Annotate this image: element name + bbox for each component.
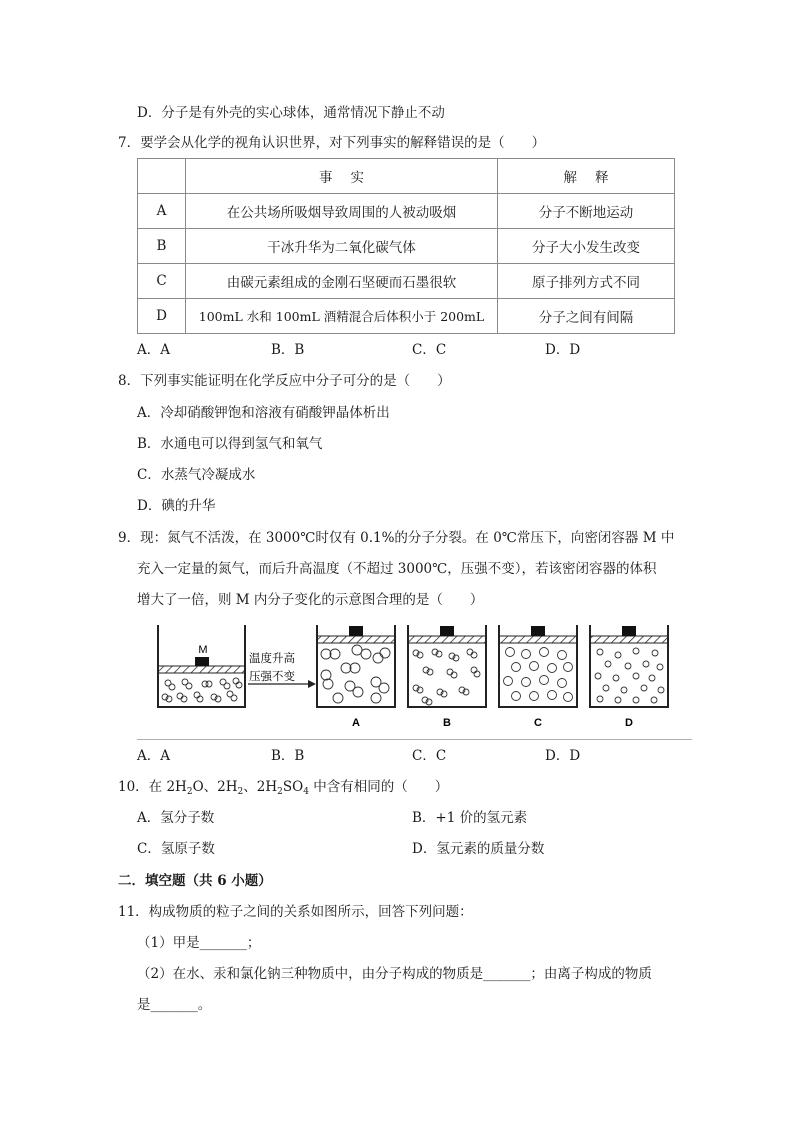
row-explain: 原子排列方式不同 [498, 264, 675, 299]
panel-a [317, 625, 395, 729]
row-explain: 分子不断地运动 [498, 194, 675, 229]
q10-stem: 10．在 $2H_2O$、$2H_2$、$2H_2SO_4$ 中含有相同的（ ） [118, 779, 449, 797]
row-label: D [138, 299, 186, 334]
q10-option-d[interactable]: D．氢元素的质量分数 [412, 841, 545, 857]
q10-option-a[interactable]: A．氢分子数 [137, 810, 215, 826]
panel-c [499, 625, 577, 729]
table-row [138, 264, 675, 299]
panel-d [590, 625, 668, 729]
row-fact: 干冰升华为二氧化碳气体 [186, 229, 498, 264]
q9-molecule-figure [150, 620, 680, 735]
panel-b [408, 625, 486, 729]
q9-option-c[interactable]: C．C [412, 748, 447, 764]
q7-option-b[interactable]: B．B [271, 342, 305, 358]
row-fact: 100mL 水和 100mL 酒精混合后体积小于 200mL [186, 299, 498, 334]
q11-stem: 11．构成物质的粒子之间的关系如图所示，回答下列问题： [118, 904, 473, 920]
q9-option-d[interactable]: D．D [545, 748, 581, 764]
q11-part1: （1）甲是_______； [137, 935, 261, 951]
q9-stem-line2: 充入一定量的氮气，而后升高温度（不超过 3000℃，压强不变），若该密闭容器的体积 [137, 561, 657, 577]
q8-stem: 8．下列事实能证明在化学反应中分子可分的是（ ） [118, 373, 451, 389]
table-header-empty [138, 159, 186, 194]
q9-option-a[interactable]: A．A [137, 748, 170, 764]
row-explain: 分子大小发生改变 [498, 229, 675, 264]
q7-option-a[interactable]: A．A [137, 342, 170, 358]
q8-option-a[interactable]: A．冷却硝酸钾饱和溶液有硝酸钾晶体析出 [137, 405, 390, 421]
figure-divider [137, 739, 692, 740]
row-label: B [138, 229, 186, 264]
q6-option-d: D．分子是有外壳的实心球体，通常情况下静止不动 [137, 105, 445, 121]
q7-option-d[interactable]: D．D [545, 342, 581, 358]
q11-part2-line1: （2）在水、汞和氯化钠三种物质中，由分子构成的物质是_______；由离子构成的物质 [137, 966, 652, 982]
row-fact: 在公共场所吸烟导致周围的人被动吸烟 [186, 194, 498, 229]
arrow-group [248, 651, 316, 688]
q7-table [137, 158, 675, 334]
row-label: A [138, 194, 186, 229]
table-header-explain: 解释 [498, 159, 675, 194]
q9-option-b[interactable]: B．B [271, 748, 305, 764]
row-explain: 分子之间有间隔 [498, 299, 675, 334]
q10-option-b[interactable]: B．+1 价的氢元素 [412, 810, 528, 826]
q8-option-b[interactable]: B．水通电可以得到氢气和氧气 [137, 436, 323, 452]
table-header-row [138, 159, 675, 194]
original-molecules [162, 678, 242, 702]
row-fact: 由碳元素组成的金刚石坚硬而石墨很软 [186, 264, 498, 299]
row-label: C [138, 264, 186, 299]
table-row [138, 194, 675, 229]
table-row [138, 299, 675, 334]
container-label-m: M [198, 644, 208, 656]
q8-option-c[interactable]: C．水蒸气冷凝成水 [137, 467, 256, 483]
q8-option-d[interactable]: D．碘的升华 [137, 498, 216, 514]
original-container [158, 625, 245, 707]
q7-option-c[interactable]: C．C [412, 342, 447, 358]
panel-label-c: C [534, 717, 542, 729]
section-title: 二．填空题（共 6 小题） [118, 873, 272, 889]
arrow-text-1: 温度升高 [249, 653, 295, 665]
panel-label-d: D [625, 717, 633, 729]
q11-part2-line2: 是_______。 [137, 997, 212, 1013]
panel-label-b: B [443, 717, 451, 729]
panel-label-a: A [352, 717, 360, 729]
q10-option-c[interactable]: C．氢原子数 [137, 841, 215, 857]
q9-stem-line1: 9．现：氮气不活泼，在 3000℃时仅有 0.1%的分子分裂。在 0℃常压下，向密闭容器 M 中 [118, 530, 675, 546]
q9-stem-line3: 增大了一倍，则 M 内分子变化的示意图合理的是（ ） [137, 592, 484, 608]
arrow-text-2: 压强不变 [249, 671, 295, 683]
table-header-fact: 事实 [186, 159, 498, 194]
q7-stem: 7．要学会从化学的视角认识世界，对下列事实的解释错误的是（ ） [118, 135, 546, 151]
table-row [138, 229, 675, 264]
